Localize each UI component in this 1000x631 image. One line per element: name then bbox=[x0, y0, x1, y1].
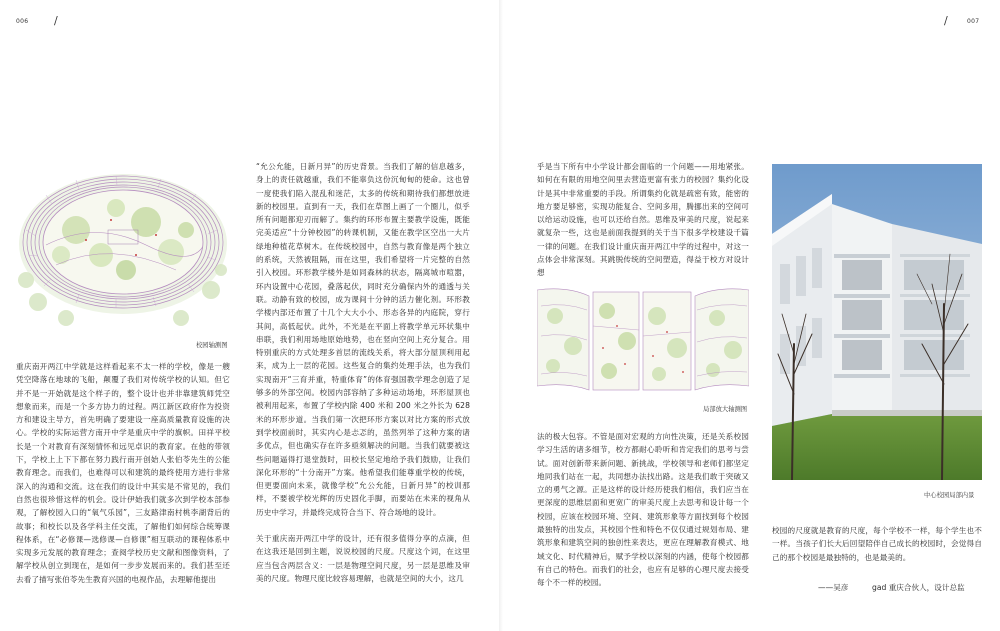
photo-caption: 中心校园局部内景 bbox=[924, 492, 975, 499]
campus-interior-photo bbox=[772, 164, 982, 480]
column-3-bottom-paragraph: 法的极大包容。不管是面对宏观的方向性决策，还是关系校园学习生活的诸多细节，校方都耐心聆听和肯定我们的思考与尝试。面对创新带来新问题、新挑战，学校领导和老师们都坚定地同我们站在一起，共同想办法找出路。这是我们敢于突破又立的勇气之源。正是这样的设计经历使我们相信，我们应当在更深度的思维层面和更宽广的审美尺度上去思考和设计每一个校园，应该在校园环境、空间、建筑形象等方面找到每个校园最独特的出发点，其校园个性和特色不仅仅通过规划布局、建筑形象和建筑空间的独创性来表达，更应在理解教育模式、地域文化、时代精神后，赋予学校以深刻的内涵，使每个校园都有自己的特色。而我们的社会，也应有足够的心理尺度去接受每个不一样的校园。 bbox=[537, 432, 749, 588]
left-page-number: 006 bbox=[16, 18, 29, 25]
text-column-3-bottom bbox=[537, 430, 749, 590]
left-slash: / bbox=[54, 14, 58, 27]
signature-name: ——吴彦 bbox=[818, 583, 849, 592]
right-page-number: 007 bbox=[967, 18, 980, 25]
detail-caption: 局部放大轴测图 bbox=[703, 406, 748, 413]
column-1-paragraph: 重庆南开两江中学就是这样看起来不太一样的学校，像是一艘凭空降落在地球的飞船，颠覆了我们对传统学校的认知。但它并不是一开始就是这个样子的，整个设计也并非靠建筑师凭空想象而来，而是一个多方协力的过程。两江新区政府作为投资方和建设主导方，首先明确了要建设一座高质量教育设施的决心。学校的实际运营方南开中学是重庆中学的旗帜。田祥平校长是一个对教育有深刻情怀和远见卓识的教育家。在他的带领下，学校上上下下都在努力践行南开创始人张伯苓先生的公能教育理念。而我们，也难得可以和建筑的最终使用方进行非常深入的沟通和交流。这在我们的设计中其实是不常见的，我们自然也很珍惜这样的机会。设计伊始我们就多次到学校本部参观，了解校园入口的“氧气乐园”，三友路津南村桃李湖背后的故事；和校长以及各学科主任交流，了解他们如何综合统筹课程体系，在“必修课—选修课—自修课”相互联动的课程体系中实现多元发展的教育理念；查阅学校历史文献和图像资料，了解学校从创立到现在，是如何一步步发展而来的。我们甚至还去看了描写张伯苓先生教育兴国的电视作品，去理解他提出 bbox=[16, 362, 230, 584]
detail-axonometric-figure bbox=[537, 286, 749, 394]
column-2-paragraph-2: 关于重庆南开两江中学的设计，还有很多值得分享的点滴，但在这我还是回到主题，说说校园的尺度。尺度这个词，在这里应当包含两层含义：一层是物理空间尺度，另一层是思维及审美的尺度。物理尺度比较容易理解，也就是空间的大小，这几 bbox=[256, 534, 470, 583]
text-column-2 bbox=[256, 160, 470, 622]
text-column-4 bbox=[772, 524, 982, 572]
text-column-3-top bbox=[537, 160, 749, 280]
right-slash: / bbox=[944, 14, 948, 27]
column-4-paragraph: 校园的尺度就是教育的尺度，每个学校不一样，每个学生也不一样。当孩子们长大后回望陪伴自己成长的校园时，会觉得自己的那个校园是最独特的，也是最美的。 bbox=[772, 526, 982, 562]
campus-axonometric-figure bbox=[16, 160, 230, 332]
book-gutter bbox=[499, 0, 503, 631]
text-column-1 bbox=[16, 360, 230, 622]
signature-title: gad 重庆合伙人，设计总监 bbox=[872, 583, 965, 592]
column-3-top-paragraph: 乎是当下所有中小学设计都会面临的一个问题——用地紧张。如何在有限的用地空间里去营造更富有张力的校园？集约化设计是其中非常重要的手段。所谓集约化就是疏密有致，能密的地方要足够密，实现功能复合、空间多用，腾挪出来的空间可以给运动设施，也可以还给自然。思维及审美的尺度，说起来就复杂一些，这也是前面我提到的关于当下很多学校建设千篇一律的问题。在我们设计重庆南开两江中学的过程中，对这一点体会非常深刻。其跳脱传统的空间塑造，得益于校方对设计想 bbox=[537, 162, 749, 278]
column-2-paragraph-1: “允公允能，日新月异”的历史背景。当我们了解的信息越多，身上的责任就越重，我们不能辜负这份沉甸甸的使命。这也曾一度使我们陷入混乱和迷茫，太多的传统和期待我们都想放进新的校园里。直到有一天，我们在草图上画了一个圈儿，似乎所有问题都迎刃而解了。集约的环形布置主要教学设施，既能完美适应“十分钟校园”的转课机制，又能在教学区空出一大片绿地种植花草树木。在传统校园中，自然与教育像是两个独立的系统，天然被阻隔，而在这里，我们希望将一片完整的自然引入校园。环形教学楼外是如同森林的状态，隔离城市喧嚣，环内设置中心花园，叠落起伏，同时充分确保内外的通透与关联。动静有致的校园，成为课间十分钟的活力催化剂。环形教学楼内部还布置了十几个大大小小、形态各异的内庭院，穿行其间，高低起伏。此外，不光是在平面上将教学单元环状集中串联，我们利用场地原始地势，也在竖向空间上充分复合。用特别重庆的方式处理多首层的流线关系，将大部分屋顶利用起来，成为上一层的花园。这些复合的集约处理手法，也为我们实现南开“三育并重，特重体育”的体育强国教学理念创造了足够多的外部空间。校园内部容纳了多种运动场地，环形屋顶也被利用起来，布置了学校内除 400 米和 200 米之外长为 628 米的环形步道。当我们第一次把环形方案以对比方案的形式放到学校面前时，其实内心是忐忑的，虽然列举了这种方案的诸多优点，但也确实存在许多亟须解决的问题。当我们就要被这些问题逼得打退堂鼓时，田校长坚定地给予我们鼓励，让我们深化环形的“十分南开”方案。他希望我们能尊重学校的传统，但更要面向未来，就像学校“允公允能，日新月异”的校训那样，不要被学校光辉的历史固化手脚，而要站在未来的视角从历史中学习，并最终完成符合当下、符合场地的设计。 bbox=[256, 162, 470, 517]
axon-caption: 校园轴测图 bbox=[196, 342, 228, 349]
